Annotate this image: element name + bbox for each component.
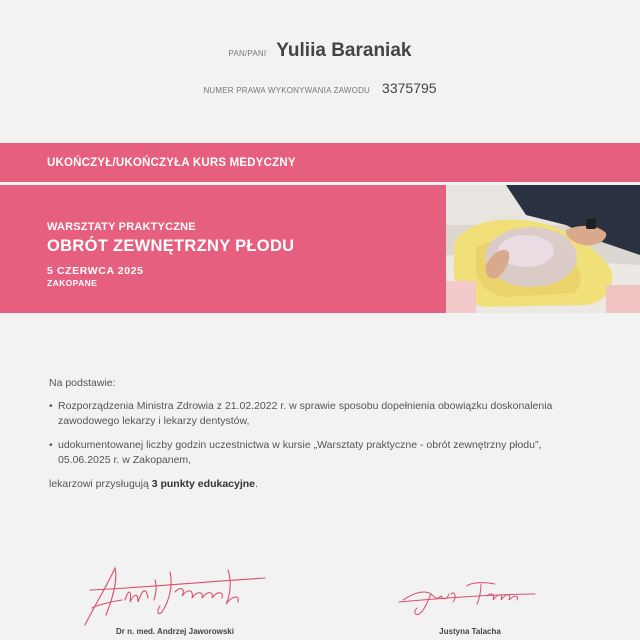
basis-item	[49, 438, 569, 467]
event-place: ZAKOPANE	[47, 278, 98, 288]
course-banner-text: UKOŃCZYŁ/UKOŃCZYŁA KURS MEDYCZNY	[47, 156, 296, 169]
bullet-icon: •	[49, 439, 53, 452]
basis-item-text: udokumentowanej liczby godzin uczestnictwa w kursie „Warsztaty praktyczne - obrót zewnętrzny płodu”, 05.06.2025 r. w Zakopanem,	[58, 439, 542, 467]
handwritten-signature-left	[70, 560, 280, 630]
closing-suffix: .	[255, 477, 258, 490]
event-title: OBRÓT ZEWNĘTRZNY PŁODU	[47, 237, 295, 255]
course-banner	[0, 143, 640, 182]
closing-statement	[49, 478, 569, 490]
signer-name-left: Dr n. med. Andrzej Jaworowski	[116, 627, 234, 636]
recipient-name-row	[0, 40, 640, 62]
basis-lead: Na podstawie:	[49, 377, 116, 389]
event-info	[47, 221, 294, 288]
closing-points: 3 punkty edukacyjne	[151, 477, 256, 490]
signature-left	[70, 560, 280, 635]
training-photo	[446, 185, 640, 313]
signature-right	[395, 572, 545, 636]
license-row	[0, 80, 640, 96]
license-label: NUMER PRAWA WYKONYWANIA ZAWODU	[203, 86, 371, 95]
recipient-name: Yuliia Baraniak	[276, 40, 412, 61]
closing-prefix: lekarzowi przysługują	[49, 477, 152, 490]
handwritten-signature-right	[395, 572, 545, 622]
bullet-icon: •	[49, 400, 53, 412]
event-date: 5 CZERWCA 2025	[47, 265, 144, 277]
signer-name-right: Justyna Talacha	[439, 627, 501, 636]
event-banner	[0, 185, 640, 313]
event-kicker: WARSZTATY PRAKTYCZNE	[47, 221, 196, 233]
basis-section	[49, 377, 569, 490]
basis-item-text: Rozporządzenia Ministra Zdrowia z 21.02.2022 r. w sprawie sposobu dopełnienia obowiązku doskonalenia zawodowego lekarzy i lekarzy dentystów,	[58, 400, 553, 427]
license-number: 3375795	[382, 80, 437, 96]
basis-list	[49, 399, 569, 468]
basis-item	[49, 399, 569, 428]
title-label: PAN/PANI	[228, 49, 267, 58]
recipient-block	[0, 40, 640, 96]
